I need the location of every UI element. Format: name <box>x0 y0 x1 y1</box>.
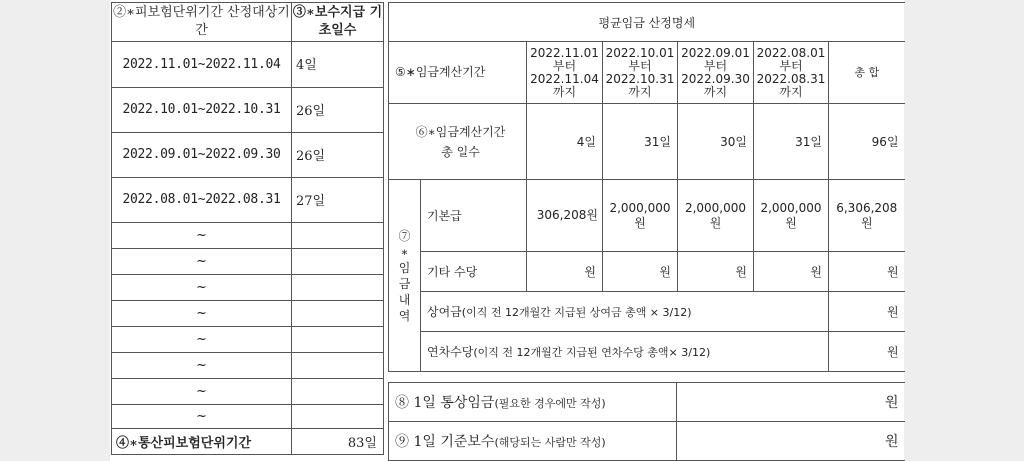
other-allowance-value: 원 <box>527 252 603 292</box>
empty-period-cell: ~ <box>112 327 292 353</box>
period-start: 2022.10.01 <box>605 45 675 60</box>
days-value: 31일 <box>603 104 678 180</box>
basic-pay-amount: 6,306,208 <box>836 200 898 215</box>
daily-wage-table <box>388 382 905 461</box>
period-start: 2022.09.01 <box>681 45 750 60</box>
period-cell: 2022.11.01~2022.11.04 <box>112 42 292 88</box>
period-until: 까지 <box>779 84 803 99</box>
basic-pay-total <box>829 180 905 252</box>
empty-period-cell: ~ <box>112 353 292 379</box>
other-allowance-value: 원 <box>603 252 678 292</box>
insured-period-table <box>111 2 384 455</box>
average-wage-table <box>388 2 905 372</box>
wage-detail-label: ⑦∗임금내역 <box>398 228 411 323</box>
period-from: 부터 <box>703 58 728 73</box>
empty-period-cell: ~ <box>112 249 292 275</box>
empty-period-cell: ~ <box>112 405 292 429</box>
empty-days-cell <box>292 301 384 327</box>
total-days-label <box>389 104 527 180</box>
period-until: 까지 <box>552 84 577 99</box>
days-cell: 27일 <box>292 178 384 223</box>
bonus-value: 원 <box>829 292 905 332</box>
days-cell: 26일 <box>292 133 384 178</box>
total-header: 총 합 <box>829 42 905 104</box>
total-period-label: ④∗통산피보험단위기간 <box>112 429 292 455</box>
basic-pay-unit: 원 <box>709 215 722 230</box>
wage-period-label: ⑤∗임금계산기간 <box>389 42 527 104</box>
days-cell: 26일 <box>292 88 384 133</box>
basic-pay-amount: 2,000,000 <box>609 200 671 215</box>
annual-leave-value: 원 <box>829 332 905 372</box>
period-cell: 2022.09.01~2022.09.30 <box>112 133 292 178</box>
period-cell <box>603 42 678 104</box>
basic-pay-value <box>527 180 603 252</box>
basic-pay-amount: 306,208원 <box>536 208 598 222</box>
period-cell <box>678 42 754 104</box>
days-total: 96일 <box>829 104 905 180</box>
days-value: 30일 <box>678 104 754 180</box>
annual-leave-note: (이직 전 12개월간 지급된 연차수당 총액× 3/12) <box>473 346 711 359</box>
basic-pay-value <box>603 180 678 252</box>
days-value: 4일 <box>527 104 603 180</box>
days-value: 31일 <box>754 104 829 180</box>
period-end: 2022.10.31 <box>605 71 675 86</box>
total-days-label-line1: ⑥∗임금계산기간 <box>415 124 506 139</box>
period-from: 부터 <box>779 58 803 73</box>
basic-pay-unit: 원 <box>785 215 797 230</box>
basic-pay-unit: 원 <box>860 215 873 230</box>
annual-leave-label <box>421 332 829 372</box>
empty-period-cell: ~ <box>112 223 292 249</box>
bonus-label <box>421 292 829 332</box>
period-from: 부터 <box>552 58 577 73</box>
empty-days-cell <box>292 249 384 275</box>
period-start: 2022.08.01 <box>756 45 826 60</box>
bonus-note: (이직 전 12개월간 지급된 상여금 총액 × 3/12) <box>461 306 692 319</box>
standard-pay-label <box>389 422 677 461</box>
empty-period-cell: ~ <box>112 379 292 405</box>
empty-period-cell: ~ <box>112 301 292 327</box>
other-allowance-label: 기타 수당 <box>421 252 527 292</box>
period-cell <box>754 42 829 104</box>
empty-period-cell: ~ <box>112 275 292 301</box>
period-from: 부터 <box>628 58 652 73</box>
basic-pay-value <box>678 180 754 252</box>
period-until: 까지 <box>628 84 652 99</box>
ordinary-wage-title: ⑧ 1일 통상임금 <box>395 395 495 411</box>
ordinary-wage-label <box>389 383 677 422</box>
standard-pay-title: ⑨ 1일 기준보수 <box>395 434 495 450</box>
standard-pay-note: (해당되는 사람만 작성) <box>494 436 606 449</box>
other-allowance-total: 원 <box>829 252 905 292</box>
bonus-title: 상여금 <box>427 305 462 319</box>
other-allowance-value: 원 <box>678 252 754 292</box>
basic-pay-label: 기본급 <box>421 180 527 252</box>
empty-days-cell <box>292 379 384 405</box>
total-period-value: 83일 <box>292 429 384 455</box>
period-until: 까지 <box>703 84 728 99</box>
period-end: 2022.09.30 <box>681 71 750 86</box>
basic-pay-unit: 원 <box>634 215 646 230</box>
table-title: 평균임금 산정명세 <box>389 3 905 42</box>
standard-pay-value: 원 <box>677 422 905 461</box>
ordinary-wage-value: 원 <box>677 383 905 422</box>
period-cell <box>527 42 603 104</box>
header-period: ②∗피보험단위기간 산정대상기간 <box>112 3 292 42</box>
other-allowance-value: 원 <box>754 252 829 292</box>
basic-pay-value <box>754 180 829 252</box>
period-start: 2022.11.01 <box>530 45 599 60</box>
basic-pay-amount: 2,000,000 <box>760 200 822 215</box>
empty-days-cell <box>292 223 384 249</box>
period-end: 2022.08.31 <box>756 71 826 86</box>
period-cell: 2022.10.01~2022.10.31 <box>112 88 292 133</box>
wage-detail-section <box>389 180 421 372</box>
empty-days-cell <box>292 327 384 353</box>
period-cell: 2022.08.01~2022.08.31 <box>112 178 292 223</box>
empty-days-cell <box>292 353 384 379</box>
annual-leave-title: 연차수당 <box>427 345 474 359</box>
total-days-label-line2: 총 일수 <box>441 144 480 159</box>
days-cell: 4일 <box>292 42 384 88</box>
empty-days-cell <box>292 275 384 301</box>
period-end: 2022.11.04 <box>530 71 599 86</box>
header-days: ③∗보수지급 기초일수 <box>292 3 384 42</box>
ordinary-wage-note: (필요한 경우에만 작성) <box>494 397 606 410</box>
empty-days-cell <box>292 405 384 429</box>
basic-pay-amount: 2,000,000 <box>684 200 747 215</box>
